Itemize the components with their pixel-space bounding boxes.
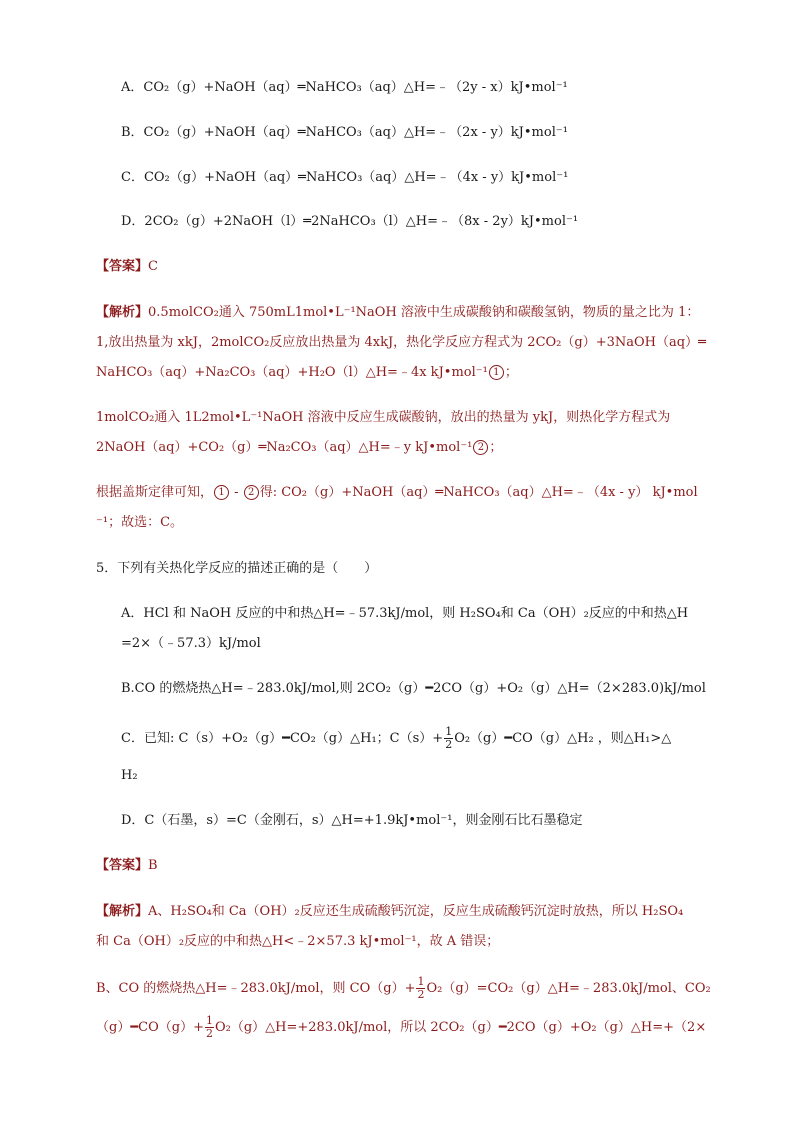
analysis-q4-line1 (96, 303, 699, 323)
option-c-q5-line2: H₂ (121, 768, 138, 783)
analysis-label: 【解析】 (96, 305, 149, 320)
fraction-numerator: 1 (417, 975, 425, 988)
analysis-text: NaHCO₃（aq）+Na₂CO₃（aq）+H₂O（l）△H=﹣4x kJ•mol⁻¹ (96, 365, 488, 380)
answer-q4 (96, 257, 158, 277)
analysis-q5-line4 (96, 1013, 706, 1043)
analysis-q4-line6 (96, 483, 698, 503)
analysis-q4-line2: 1,放出热量为 xkJ，2molCO₂反应放出热量为 4xkJ，热化学反应方程式为 2CO₂（g）+3NaOH（aq）═ (96, 335, 706, 350)
fraction-numerator: 1 (205, 1014, 213, 1027)
answer-q5 (96, 856, 158, 876)
answer-label: 【答案】 (96, 858, 149, 873)
option-a-q4: A．CO₂（g）+NaOH（aq）═NaHCO₃（aq）△H=﹣（2y - x）kJ•mol⁻¹ (121, 80, 568, 95)
fraction-one-half (444, 726, 453, 751)
option-text: C．已知: C（s）+O₂（g）━CO₂（g）△H₁；C（s）+ (121, 731, 444, 746)
analysis-text: A、H₂SO₄和 Ca（OH）₂反应还生成硫酸钙沉淀，反应生成硫酸钙沉淀时放热，所以 H₂SO₄ (148, 904, 684, 919)
analysis-text: B、CO 的燃烧热△H=﹣283.0kJ/mol，则 CO（g）+ (96, 981, 416, 996)
analysis-text: O₂（g）△H=+283.0kJ/mol，所以 2CO₂（g）━2CO（g）+O₂（g）△H=+（2× (214, 1020, 707, 1035)
analysis-q5-line1 (96, 902, 683, 922)
analysis-text: （g）━CO（g）+ (96, 1020, 204, 1035)
fraction-denominator: 2 (205, 1027, 213, 1040)
analysis-text: 2NaOH（aq）+CO₂（g）═Na₂CO₃（aq）△H=﹣y kJ•mol⁻¹ (96, 440, 473, 455)
option-a-q5-line2: =2×（﹣57.3）kJ/mol (121, 636, 261, 651)
analysis-q5-line3 (96, 974, 711, 1004)
option-b-q4: B．CO₂（g）+NaOH（aq）═NaHCO₃（aq）△H=﹣（2x - y）kJ•mol⁻¹ (121, 125, 568, 140)
option-d-q5: D．C（石墨，s）=C（金刚石，s）△H=+1.9kJ•mol⁻¹，则金刚石比石墨稳定 (121, 813, 583, 828)
circled-number: 1 (489, 365, 504, 380)
analysis-q4-line5: 2NaOH（aq）+CO₂（g）═Na₂CO₃（aq）△H=﹣y kJ•mol⁻¹ 2 ； (96, 440, 503, 455)
option-text: O₂（g）━CO（g）△H₂ ，则△H₁>△ (454, 731, 672, 746)
circled-number: 1 (214, 485, 229, 500)
analysis-q4-line7: ⁻¹；故选：C。 (96, 515, 184, 530)
option-c-q4: C．CO₂（g）+NaOH（aq）═NaHCO₃（aq）△H=﹣（4x - y）kJ•mol⁻¹ (121, 170, 569, 185)
answer-value: B (148, 858, 158, 873)
option-a-q5-line1: A．HCl 和 NaOH 反应的中和热△H=﹣57.3kJ/mol，则 H₂SO₄和 Ca（OH）₂反应的中和热△H (121, 606, 689, 621)
analysis-q4-line3: NaHCO₃（aq）+Na₂CO₃（aq）+H₂O（l）△H=﹣4x kJ•mol⁻¹ 1 ； (96, 365, 518, 380)
fraction-one-half (205, 1015, 214, 1040)
fraction-numerator: 1 (445, 725, 453, 738)
analysis-text: 得: CO₂（g）+NaOH（aq）═NaHCO₃（aq）△H=﹣（4x - y） kJ•mol (259, 485, 698, 500)
analysis-q5-line2: 和 Ca（OH）₂反应的中和热△H<﹣2×57.3 kJ•mol⁻¹，故 A 错误； (96, 934, 500, 949)
circled-number: 2 (473, 440, 488, 455)
fraction-denominator: 2 (417, 988, 425, 1001)
analysis-text: 根据盖斯定律可知， (96, 485, 214, 500)
analysis-label: 【解析】 (96, 904, 149, 919)
answer-label: 【答案】 (96, 259, 149, 274)
analysis-q4-line4: 1molCO₂通入 1L2mol•L⁻¹NaOH 溶液中反应生成碳酸钠，放出的热量为 ykJ，则热化学方程式为 (96, 410, 671, 425)
question-5-stem: 5．下列有关热化学反应的描述正确的是（ ） (96, 561, 378, 576)
fraction-one-half (416, 976, 425, 1001)
analysis-text: - (230, 485, 243, 500)
analysis-text: O₂（g）=CO₂（g）△H=﹣283.0kJ/mol、CO₂ (426, 981, 711, 996)
option-d-q4: D．2CO₂（g）+2NaOH（l）═2NaHCO₃（l）△H=﹣（8x - 2y）kJ•mol⁻¹ (121, 214, 579, 229)
analysis-text: 0.5molCO₂通入 750mL1mol•L⁻¹NaOH 溶液中生成碳酸钠和碳酸氢钠，物质的量之比为 1： (148, 305, 700, 320)
answer-value: C (148, 259, 158, 274)
option-b-q5: B.CO 的燃烧热△H=﹣283.0kJ/mol,则 2CO₂（g）━2CO（g）+O₂（g）△H=（2×283.0)kJ/mol (121, 681, 706, 696)
option-c-q5-line1 (121, 724, 671, 754)
fraction-denominator: 2 (445, 738, 453, 751)
circled-number: 2 (244, 485, 259, 500)
